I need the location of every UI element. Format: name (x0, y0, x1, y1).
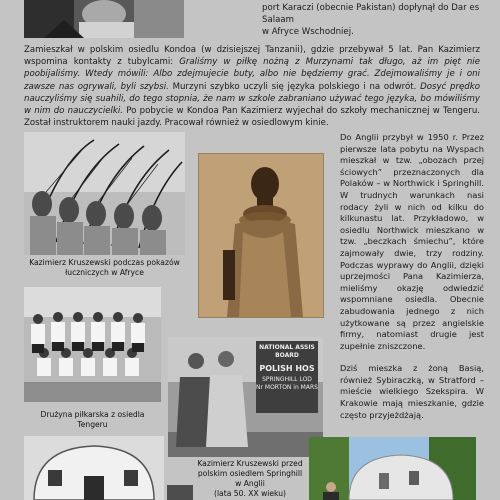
springhill-sign (256, 341, 318, 413)
top-text (262, 2, 494, 39)
right-paragraph-1: Do Anglii przybył w 1950 r. Przez pierwsze lata pobytu na Wyspach mieszkał w tzw. „obozach przej ściowych” przeznaczonych dla Polaków – w Northwick i Springhill. W trudnych warunkach nasi rodacy żyli w nich od kilku do kilkunastu lat. Przykładowo, w osiedlu Northwick mieszkano w tzw. „beczkach śmiechu”, które zajmowały dwie, trzy rodziny. Podczas wyprawy do Anglii, dzięki uprzejmości Pana Kazimierza, mieliśmy okazję odwiedzić wspomniane osiedla. Obecnie zabudowania jednego z nich użytkowane są przez angielskie firmy, natomiast drugie jest zupełnie zniszczone. (340, 132, 484, 351)
caption-archers: Kazimierz Kruszewski podczas pokazów łuczniczych w Afryce (29, 258, 180, 277)
caption-springhill (195, 459, 305, 500)
intro-text-2: Murzyni szybko uczyli się języka polskiego i na odwrót. (168, 81, 421, 92)
intro-quote-1: Graliśmy w piłkę nożną z Murzynami tak długo, aż im pięt nie poobijaliśmy. Wtedy mówili: Albo zdejmujecie buty, albo nie będziemy grać. Zdejmowaliśmy je i oni zawsze nas ogrywali, byli szybsi. (24, 57, 480, 92)
right-paragraph-2: Dziś mieszka z żoną Basią, również Sybiraczką, w Stratford – mieście wielkiego Szekspira. W Krakowie mają mieszkanie, gdzie często przyjeżdżają. (340, 363, 484, 420)
sign-line-2: BOARD (275, 352, 299, 359)
photo-man-small (167, 485, 193, 500)
intro-text-1: Zamieszkał w polskim osiedlu Kondoa (w dzisiejszej Tanzanii), gdzie przebywał 5 lat. Pan Kazimierz wspomina kontakty z tubylcami: (24, 45, 480, 68)
caption-springhill-date: (lata 50. XX wieku) (213, 489, 286, 498)
caption-football-team-text: Drużyna piłkarska z osiedla Tengeru (40, 410, 145, 429)
photo-man-in-vehicle (24, 0, 184, 38)
intro-paragraph (24, 44, 480, 129)
intro-text-3: Po pobycie w Kondoa Pan Kazimierz wyjechał do szkoły mechanicznej w Tengeru. Został instruktorem nauki jazdy. Pracował również w osiedlowym kinie. (24, 106, 480, 129)
top-text-line-2: w Afryce Wschodniej. (262, 27, 354, 38)
sign-line-1: NATIONAL ASSIS (259, 344, 315, 351)
photo-archers (24, 132, 185, 255)
photo-hut (24, 436, 164, 500)
photo-springhill (168, 337, 323, 457)
sign-line-5: Nr MORTON in MARS (256, 384, 318, 391)
sign-line-3: POLISH HOS (259, 364, 315, 373)
top-text-line-1: port Karaczi (obecnie Pakistan) dopłynął do Dar es Salaam (262, 3, 480, 26)
intro-quote-2: Dosyć prędko nauczyliśmy się suahili, do tego stopnia, że nam w szkole zabraniano używać tego języka, bo mówiliśmy w nim do nauczycielki. (24, 81, 480, 117)
photo-quonset-hut-color (309, 437, 476, 500)
right-text-column (340, 132, 484, 421)
caption-springhill-text: Kazimierz Kruszewski przed polskim osiedlem Springhill w Anglii (197, 459, 303, 488)
photo-african-woman (198, 153, 324, 318)
sign-line-4: SPRINGHILL LOD (262, 376, 312, 383)
caption-football-team (28, 410, 157, 430)
photo-football-team (24, 287, 161, 402)
